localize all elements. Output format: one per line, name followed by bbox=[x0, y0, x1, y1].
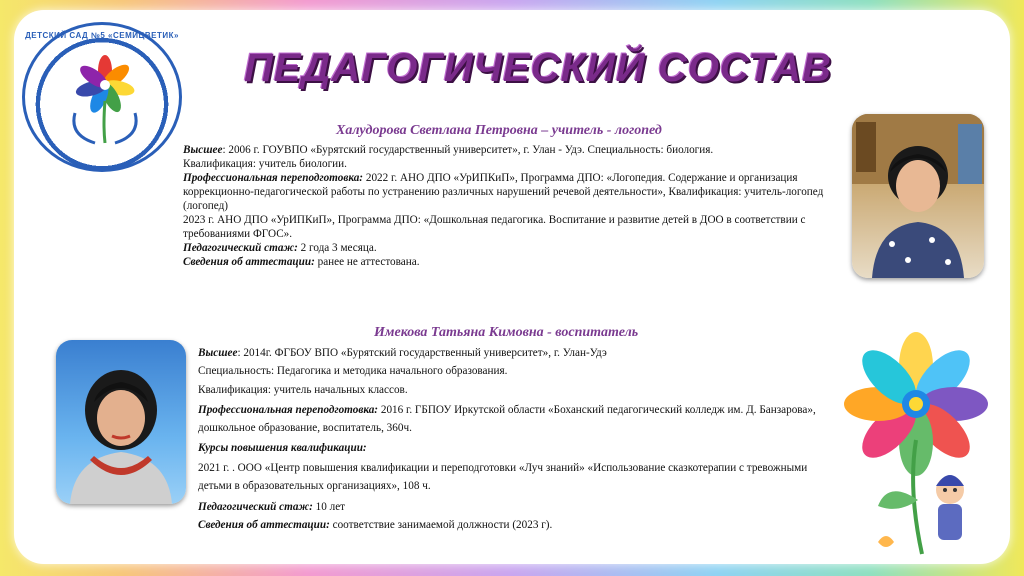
teacher2-courses-label: Курсы повышения квалификации: bbox=[198, 442, 367, 455]
teacher2-attestation-label: Сведения об аттестации: bbox=[198, 519, 330, 532]
teacher1-education-label: Высшее bbox=[183, 144, 223, 156]
teacher1-retraining-text: 2022 г. АНО ДПО «УрИПКиП», Программа ДПО: «Логопедия. Содержание и организация коррекционно-педагогической работы по устранению различных нарушений речевой деятельности», Квалификация: учитель-логопед (логопед) bbox=[183, 172, 824, 212]
teacher1-photo bbox=[852, 114, 984, 278]
teacher2-courses-text: 2021 г. . ООО «Центр повышения квалификации и переподготовки «Луч знаний» «Использование сказкотерапии с тревожными детьми в образовательных организациях», 108 ч. bbox=[198, 462, 808, 493]
teacher1-name-heading: Халудорова Светлана Петровна – учитель - логопед bbox=[336, 123, 662, 138]
teacher1-portrait-icon bbox=[852, 114, 984, 278]
logo-flower-icon bbox=[65, 55, 145, 147]
teacher1-qualification: Квалификация: учитель биологии. bbox=[183, 158, 347, 170]
teacher1-education-text: : 2006 г. ГОУВПО «Бурятский государственный университет», г. Улан - Удэ. Специальность: биология. bbox=[222, 144, 714, 156]
teacher2-portrait-icon bbox=[56, 340, 186, 504]
teacher2-specialty: Специальность: Педагогика и методика начального образования. bbox=[198, 365, 508, 378]
logo-ring-text: ДЕТСКИЙ САД №5 «СЕМИЦВЕТИК» bbox=[25, 31, 179, 40]
kindergarten-logo bbox=[22, 22, 182, 172]
teacher1-bio bbox=[183, 143, 838, 269]
teacher1-experience-text: 2 года 3 месяца. bbox=[297, 242, 377, 254]
rainbow-flower-illustration bbox=[838, 330, 1008, 560]
teacher2-retraining-text: 2016 г. ГБПОУ Иркутской области «Боханский педагогический колледж им. Д. Банзарова», дошкольное образование, воспитатель, 360ч. bbox=[198, 403, 816, 434]
teacher1-retraining-label: Профессиональная переподготовка: bbox=[183, 172, 364, 184]
teacher1-attestation-text: ранее не аттестована. bbox=[314, 256, 420, 268]
teacher2-courses bbox=[198, 441, 838, 455]
teacher2-education-text: : 2014г. ФГБОУ ВПО «Бурятский государственный университет», г. Улан-Удэ bbox=[237, 347, 607, 359]
teacher2-retraining bbox=[198, 401, 838, 437]
teacher2-experience-label: Педагогический стаж: bbox=[198, 500, 313, 513]
teacher1-experience-label: Педагогический стаж: bbox=[183, 242, 298, 254]
teacher2-experience-text: 10 лет bbox=[312, 500, 346, 513]
teacher1-education bbox=[183, 143, 838, 157]
teacher2-attestation-text: соответствие занимаемой должности (2023 г). bbox=[329, 519, 553, 532]
teacher1-experience bbox=[183, 241, 838, 255]
teacher2-attestation bbox=[198, 518, 838, 532]
teacher2-experience bbox=[198, 500, 838, 514]
teacher1-retraining-2: 2023 г. АНО ДПО «УрИПКиП», Программа ДПО: «Дошкольная педагогика. Воспитание и развитие детей в ДОО в соответствии с требованиями ФГОС». bbox=[183, 214, 806, 240]
teacher2-qualification: Квалификация: учитель начальных классов. bbox=[198, 383, 408, 396]
teacher2-name-heading: Имекова Татьяна Кимовна - воспитатель bbox=[374, 325, 639, 340]
teacher2-retraining-label: Профессиональная переподготовка: bbox=[198, 403, 379, 416]
teacher1-attestation bbox=[183, 255, 838, 269]
teacher2-photo bbox=[56, 340, 186, 504]
teacher2-bio bbox=[198, 346, 838, 536]
teacher2-education bbox=[198, 346, 838, 360]
teacher1-retraining bbox=[183, 171, 838, 213]
teacher1-attestation-label: Сведения об аттестации: bbox=[183, 256, 315, 268]
page-title: ПЕДАГОГИЧЕСКИЙ СОСТАВ bbox=[244, 46, 832, 90]
teacher2-education-label: Высшее bbox=[198, 347, 238, 359]
